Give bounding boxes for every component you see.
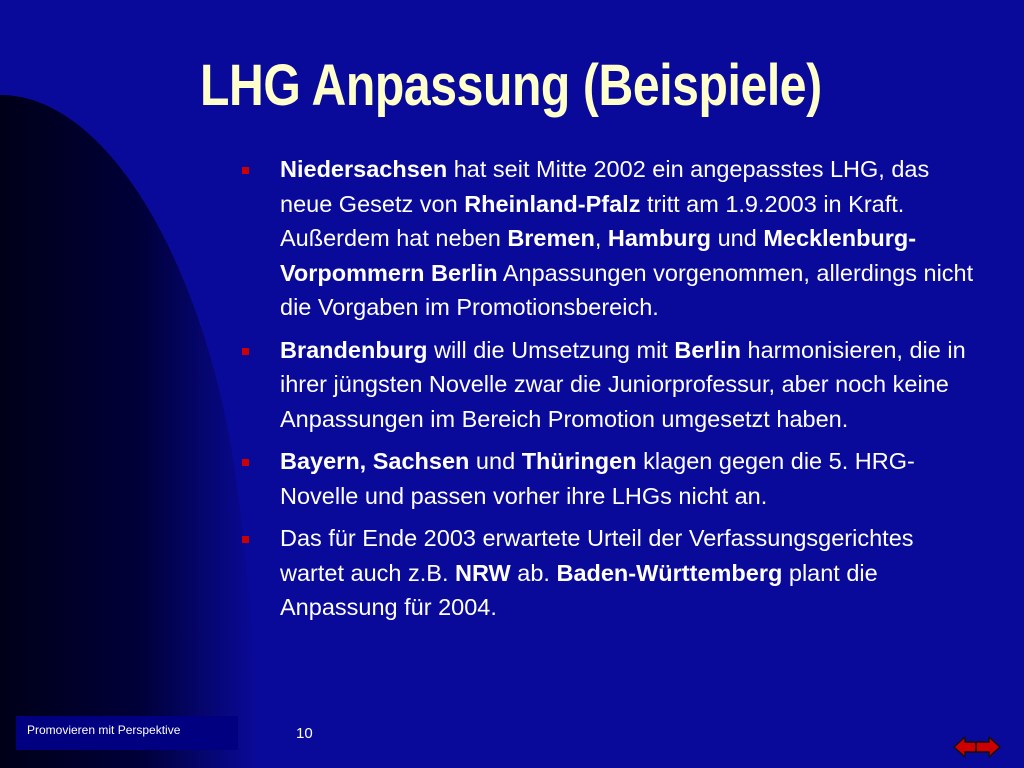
bullet-item: [240, 521, 980, 625]
next-slide-button[interactable]: [974, 733, 1002, 761]
bullet-marker: [242, 167, 249, 174]
slide-title: LHG Anpassung (Beispiele): [200, 53, 822, 118]
bullet-text: Niedersachsen hat seit Mitte 2002 ein angepasstes LHG, das neue Gesetz von Rheinland-Pfalz tritt am 1.9.2003 in Kraft. Außerdem hat neben Bremen, Hamburg und Mecklenburg-Vorpommern Berlin Anpassungen vorgenommen, allerdings nicht die Vorgaben im Promotionsbereich.: [280, 156, 974, 320]
arrow-right-icon: [974, 733, 1002, 761]
bullet-text: Bayern, Sachsen und Thüringen klagen gegen die 5. HRG-Novelle und passen vorher ihre LHGs nicht an.: [280, 448, 915, 509]
bullet-marker: [242, 459, 249, 466]
page-number: 10: [296, 725, 313, 742]
bullet-item: [240, 333, 980, 437]
bullet-text: Das für Ende 2003 erwartete Urteil der Verfassungsgerichtes wartet auch z.B. NRW ab. Baden-Württemberg plant die Anpassung für 2004.: [280, 525, 914, 620]
bullet-item: [240, 444, 980, 513]
footer-label: Promovieren mit Perspektive: [27, 723, 181, 737]
bullet-text: Brandenburg will die Umsetzung mit Berlin harmonisieren, die in ihrer jüngsten Novelle zwar die Juniorprofessur, aber noch keine Anpassungen im Bereich Promotion umgesetzt haben.: [280, 336, 966, 432]
bullet-marker: [242, 348, 249, 355]
bullet-list: [240, 152, 980, 633]
bullet-marker: [242, 536, 249, 543]
bullet-item: [240, 152, 980, 325]
